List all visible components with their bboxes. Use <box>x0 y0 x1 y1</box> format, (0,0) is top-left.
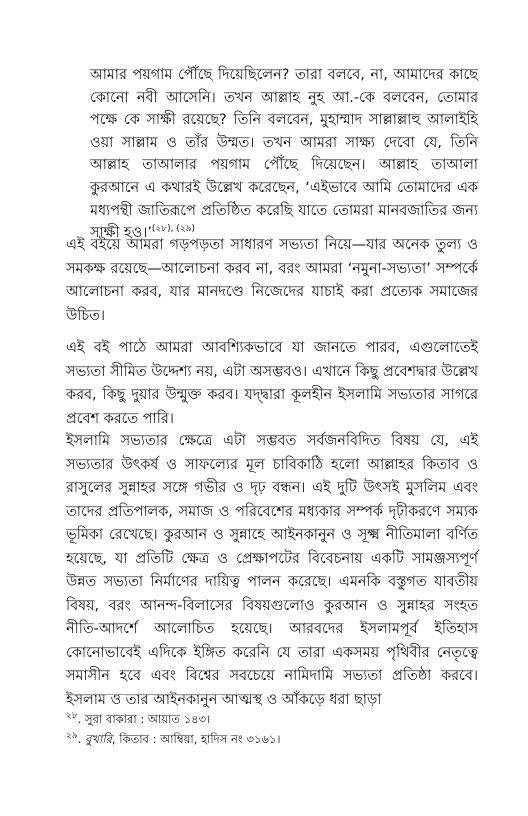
footnote-text: . সুরা বাকারা : আয়াত ১৪৩। <box>77 712 211 726</box>
paragraph-2: এই বই পাঠে আমরা আবশ্যিকভাবে যা জানতে পারব, এগুলোতেই সভ্যতা সীমিত উদ্দেশ্য নয়, এটা অসম্ভবও। এখানে কিছু প্রবেশদ্বার উল্লেখ করব, কিছু দুয়ার উন্মুক্ত করব। যদ্দ্বারা কূলহীন ইসলামি সভ্যতার সাগরে প্রবেশ করতে পারি। <box>66 340 478 427</box>
footnote-29 <box>66 731 478 747</box>
footnote-text: , কিতাব : আম্বিয়া, হাদিস নং ৩১৬১। <box>111 732 281 746</box>
footnote-number: ২৯ <box>66 731 78 742</box>
hadith-quote-block <box>90 64 478 245</box>
footnote-28 <box>66 711 478 727</box>
footnote-ref-marks: (২৮), (২৯) <box>151 224 196 235</box>
footnote-number: ২৮ <box>66 711 78 722</box>
footnote-source-title: বুখারি <box>85 732 112 746</box>
footnote-prefix: . <box>77 732 86 746</box>
paragraph-1: এই বইয়ে আমরা গড়পড়তা সাধারণ সভ্যতা নিয়ে—যার অনেক তুল্য ও সমকক্ষ রয়েছে—আলোচনা করব না, বরং আমরা ‘নমুনা-সভ্যতা’ সম্পর্কে আলোচনা করব, যার মানদণ্ডে নিজেদের যাচাই করা প্রত্যেক সমাজের উচিত। <box>66 237 478 324</box>
footnote-divider <box>66 694 262 695</box>
paragraph-3: ইসলামি সভ্যতার ক্ষেত্রে এটা সম্ভবত সর্বজনবিদিত বিষয় যে, এই সভ্যতার উৎকর্ষ ও সাফল্যের মূল চাবিকাঠি হলো আল্লাহর কিতাব ও রাসুলের সুন্নাহর সঙ্গে গভীর ও দৃঢ় বন্ধন। এই দুটি উৎসই মুসলিম এবং তাদের প্রতিপালক, সমাজ ও পরিবেশের মধ্যকার সম্পর্ক দৃঢ়ীকরণে সম্যক ভূমিকা রেখেছে। কুরআন ও সুন্নাহে আইনকানুন ও সূক্ষ্ম নীতিমালা বর্ণিত হয়েছে, যা প্রতিটি ক্ষেত্র ও প্রেক্ষাপটের বিবেচনায় একটি সামঞ্জস্যপূর্ণ উন্নত সভ্যতা নির্মাণের দায়িত্ব পালন করেছে। এমনকি বস্তুগত যাবতীয় বিষয়, বরং আনন্দ-বিলাসের বিষয়গুলোও কুরআন ও সুন্নাহর সংহত নীতি-আদর্শে আলোচিত হয়েছে। আরবদের ইসলামপূর্ব ইতিহাস কোনোভাবেই এদিকে ইঙ্গিত করেনি যে তারা একসময় পৃথিবীর নেতৃত্বে সমাসীন হবে এবং বিশ্বের সবচেয়ে নামিদামি সভ্যতা প্রতিষ্ঠা করবে। ইসলাম ও তার আইনকানুন আত্মস্থ ও আঁকড়ে ধরা ছাড়া <box>66 433 478 708</box>
quote-text: আমার পয়গাম পৌঁছে দিয়েছিলেন? তারা বলবে, না, আমাদের কাছে কোনো নবী আসেনি। তখন আল্লাহ নুহ আ.-কে বলবেন, তোমার পক্ষে কে সাক্ষী রয়েছে? তিনি বলবেন, মুহাম্মাদ সাল্লাল্লাহু আলাইহি ওয়া সাল্লাম ও তাঁর উম্মত। তখন আমরা সাক্ষ্য দেবো যে, তিনি আল্লাহ তাআলার পয়গাম পৌঁছে দিয়েছেন। আল্লাহ তাআলা কুরআনে এ কথারই উল্লেখ করেছেন, ‘এইভাবে আমি তোমাদের এক মধ্যপন্থী জাতিরূপে প্রতিষ্ঠিত করেছি যাতে তোমরা মানবজাতির জন্য সাক্ষী হও।’ <box>90 67 478 242</box>
